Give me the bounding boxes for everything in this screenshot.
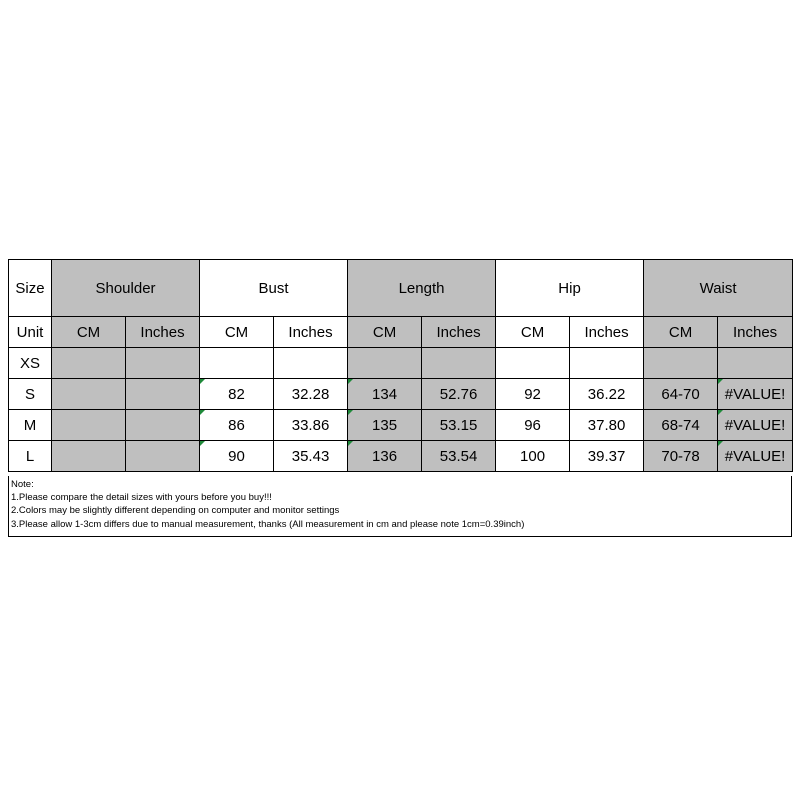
cell-shoulder-inches[interactable] bbox=[126, 348, 200, 379]
cell-hip-inches[interactable]: 36.22 bbox=[570, 379, 644, 410]
unit-waist-cm[interactable]: CM bbox=[644, 317, 718, 348]
cell-waist-cm[interactable]: 64-70 bbox=[644, 379, 718, 410]
cell-hip-cm[interactable]: 96 bbox=[496, 410, 570, 441]
note-line-3: 3.Please allow 1-3cm differs due to manual measurement, thanks (All measurement in cm and please note 1cm=0.39inch) bbox=[11, 518, 525, 530]
cell-waist-inches[interactable]: #VALUE! bbox=[718, 379, 793, 410]
size-label-s[interactable]: S bbox=[9, 379, 52, 410]
unit-bust-inches[interactable]: Inches bbox=[274, 317, 348, 348]
note-title: Note: bbox=[11, 479, 34, 490]
cell-bust-cm[interactable]: 82 bbox=[200, 379, 274, 410]
cell-shoulder-cm[interactable] bbox=[52, 441, 126, 472]
note-line-1: 1.Please compare the detail sizes with yours before you buy!!! bbox=[11, 492, 272, 504]
note-line-2: 2.Colors may be slightly different depending on computer and monitor settings bbox=[11, 505, 340, 517]
unit-length-cm[interactable]: CM bbox=[348, 317, 422, 348]
header-hip[interactable]: Hip bbox=[496, 260, 644, 317]
cell-hip-inches[interactable]: 37.80 bbox=[570, 410, 644, 441]
cell-bust-inches[interactable]: 35.43 bbox=[274, 441, 348, 472]
cell-bust-inches[interactable]: 32.28 bbox=[274, 379, 348, 410]
cell-shoulder-cm[interactable] bbox=[52, 410, 126, 441]
header-bust[interactable]: Bust bbox=[200, 260, 348, 317]
cell-waist-cm[interactable]: 70-78 bbox=[644, 441, 718, 472]
cell-length-inches[interactable]: 53.15 bbox=[422, 410, 496, 441]
unit-hip-cm[interactable]: CM bbox=[496, 317, 570, 348]
cell-length-cm[interactable]: 134 bbox=[348, 379, 422, 410]
unit-row bbox=[9, 317, 793, 348]
unit-length-inches[interactable]: Inches bbox=[422, 317, 496, 348]
unit-waist-inches[interactable]: Inches bbox=[718, 317, 793, 348]
size-row-xs bbox=[9, 348, 793, 379]
cell-shoulder-cm[interactable] bbox=[52, 379, 126, 410]
cell-shoulder-inches[interactable] bbox=[126, 410, 200, 441]
cell-bust-inches[interactable]: 33.86 bbox=[274, 410, 348, 441]
cell-length-inches[interactable] bbox=[422, 348, 496, 379]
cell-length-cm[interactable]: 135 bbox=[348, 410, 422, 441]
cell-length-inches[interactable]: 53.54 bbox=[422, 441, 496, 472]
header-length[interactable]: Length bbox=[348, 260, 496, 317]
size-label-m[interactable]: M bbox=[9, 410, 52, 441]
size-row-s bbox=[9, 379, 793, 410]
cell-waist-inches[interactable]: #VALUE! bbox=[718, 410, 793, 441]
header-waist[interactable]: Waist bbox=[644, 260, 793, 317]
size-row-l bbox=[9, 441, 793, 472]
unit-shoulder-inches[interactable]: Inches bbox=[126, 317, 200, 348]
size-label-l[interactable]: L bbox=[9, 441, 52, 472]
cell-shoulder-inches[interactable] bbox=[126, 379, 200, 410]
cell-length-cm[interactable]: 136 bbox=[348, 441, 422, 472]
cell-waist-inches[interactable] bbox=[718, 348, 793, 379]
header-size[interactable]: Size bbox=[9, 260, 52, 317]
header-row bbox=[9, 260, 793, 317]
cell-hip-cm[interactable]: 92 bbox=[496, 379, 570, 410]
unit-label[interactable]: Unit bbox=[9, 317, 52, 348]
cell-length-cm[interactable] bbox=[348, 348, 422, 379]
cell-shoulder-inches[interactable] bbox=[126, 441, 200, 472]
size-label-xs[interactable]: XS bbox=[9, 348, 52, 379]
cell-bust-cm[interactable] bbox=[200, 348, 274, 379]
unit-hip-inches[interactable]: Inches bbox=[570, 317, 644, 348]
cell-bust-cm[interactable]: 90 bbox=[200, 441, 274, 472]
unit-bust-cm[interactable]: CM bbox=[200, 317, 274, 348]
header-shoulder[interactable]: Shoulder bbox=[52, 260, 200, 317]
notes-cell[interactable] bbox=[8, 476, 792, 537]
cell-hip-inches[interactable]: 39.37 bbox=[570, 441, 644, 472]
cell-length-inches[interactable]: 52.76 bbox=[422, 379, 496, 410]
size-row-m bbox=[9, 410, 793, 441]
cell-waist-cm[interactable]: 68-74 bbox=[644, 410, 718, 441]
cell-bust-inches[interactable] bbox=[274, 348, 348, 379]
size-chart-table bbox=[8, 259, 793, 472]
cell-hip-cm[interactable] bbox=[496, 348, 570, 379]
cell-waist-cm[interactable] bbox=[644, 348, 718, 379]
cell-bust-cm[interactable]: 86 bbox=[200, 410, 274, 441]
cell-hip-cm[interactable]: 100 bbox=[496, 441, 570, 472]
cell-shoulder-cm[interactable] bbox=[52, 348, 126, 379]
unit-shoulder-cm[interactable]: CM bbox=[52, 317, 126, 348]
cell-hip-inches[interactable] bbox=[570, 348, 644, 379]
cell-waist-inches[interactable]: #VALUE! bbox=[718, 441, 793, 472]
